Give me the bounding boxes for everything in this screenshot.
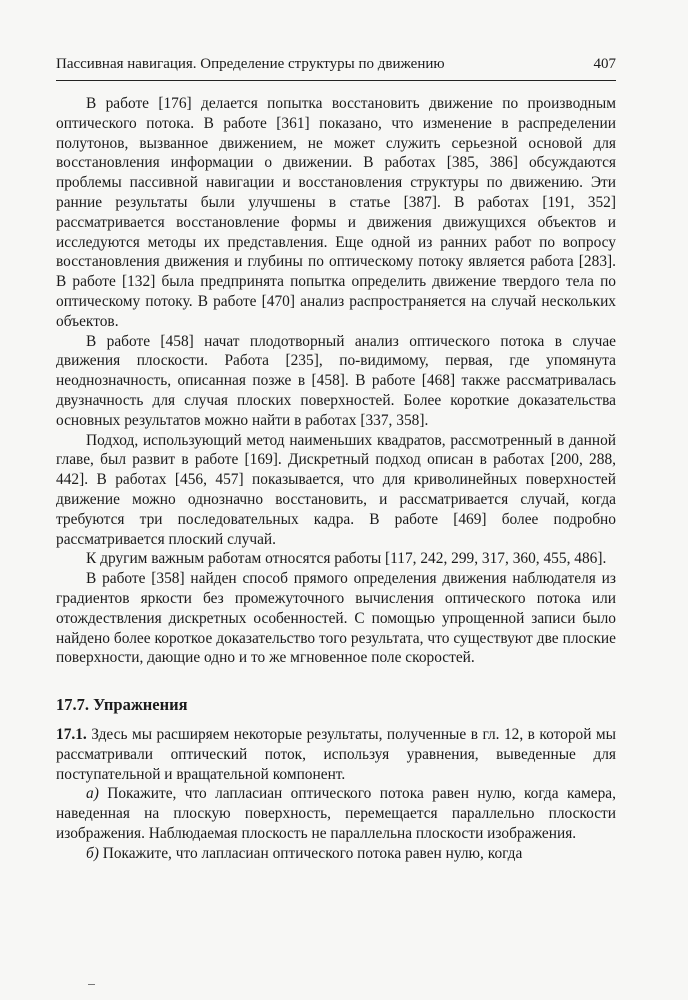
exercise-part-a xyxy=(56,784,616,843)
part-b-text: Покажите, что лапласиан оптического потока равен нулю, когда xyxy=(102,844,523,862)
paragraph-5: В работе [358] найден способ прямого определения движения наблюдателя из градиентов яркости без промежуточного вычисления оптического потока или отождествления дискретных особенностей. С помощью упрощенной записи было найдено более короткое доказательство того результата, что существуют две плоские поверхности, дающие одно и то же мгновенное поле скоростей. xyxy=(56,570,616,667)
exercise-17-1 xyxy=(56,725,616,784)
header-rule xyxy=(56,80,616,81)
running-header xyxy=(56,56,616,73)
exercise-label: 17.1. xyxy=(56,725,87,743)
running-title: Пассивная навигация. Определение структуры по движению xyxy=(56,56,445,72)
part-a-label: а) xyxy=(86,785,99,803)
exercise-part-b xyxy=(56,844,616,864)
page-number: 407 xyxy=(593,56,616,72)
scan-speck xyxy=(88,984,95,985)
part-a-text: Покажите, что лапласиан оптического потока равен нулю, когда камера, наведенная на плоскую поверхность, перемещается параллельно плоскости изображения. Наблюдаемая плоскость не параллельна плоскости изображения. xyxy=(56,785,616,842)
page-body xyxy=(56,94,616,863)
paragraph-3: Подход, использующий метод наименьших квадратов, рассмотренный в данной главе, был развит в работе [169]. Дискретный подход описан в работах [200, 288, 442]. В работах [456, 457] показывается, что для криволинейных поверхностей движение можно однозначно восстановить, и рассматривается случай, когда требуются три последовательных кадра. В работе [469] более подробно рассматривается плоский случай. xyxy=(56,431,616,548)
part-b-label: б) xyxy=(86,844,99,862)
paragraph-4: К другим важным работам относятся работы [117, 242, 299, 317, 360, 455, 486]. xyxy=(86,550,607,568)
exercise-text: Здесь мы расширяем некоторые результаты, полученные в гл. 12, в которой мы рассматривали оптический поток, используя уравнения, выведенные для поступательной и вращательной компонент. xyxy=(56,725,616,783)
paragraph-2: В работе [458] начат плодотворный анализ оптического потока в случае движения плоскости. Работа [235], по-видимому, первая, где упомянута неоднозначность, описанная позже в [458]. В работе [468] также рассматривалась двузначность для случая плоских поверхностей. Более короткие доказательства основных результатов можно найти в работах [337, 358]. xyxy=(56,332,616,429)
paragraph-1: В работе [176] делается попытка восстановить движение по производным оптического потока. В работе [361] показано, что изменение в распределении полутонов, вызванное движением, не может служить серьезной основой для восстановления информации о движении. В работах [385, 386] обсуждаются проблемы пассивной навигации и восстановления структуры по движению. Эти ранние результаты были улучшены в статье [387]. В работах [191, 352] рассматривается восстановление формы и движения движущихся объектов и исследуются методы их представления. Еще одной из ранних работ по вопросу восстановления движения и глубины по оптическому потоку является работа [283]. В работе [132] была предпринята попытка определить движение твердого тела по оптическому потоку. В работе [470] анализ распространяется на случай нескольких объектов. xyxy=(56,95,616,330)
section-heading: 17.7. Упражнения xyxy=(56,695,188,715)
